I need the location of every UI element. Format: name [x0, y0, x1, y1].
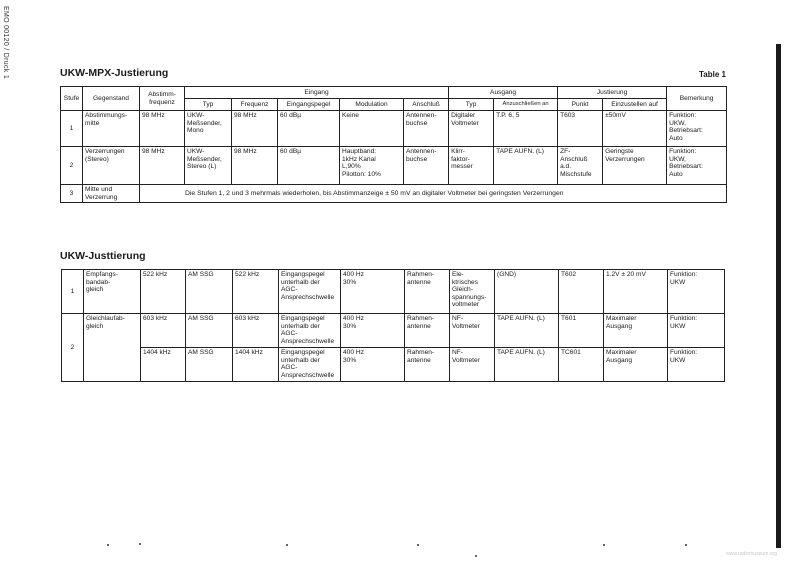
- table-cell-anschliessen: T.P. 6, 5: [494, 111, 558, 147]
- ukw-adjustment-table: [61, 269, 725, 382]
- table-cell-bemerkung: Funktion: UKW, Betriebsart: Auto: [667, 111, 727, 147]
- table-cell-punkt: TC601: [559, 348, 604, 382]
- header-bemerkung: Bemerkung: [667, 87, 727, 111]
- table-cell-anschluss: Antennen- buchse: [404, 147, 449, 185]
- table-cell-stufe: 2: [62, 314, 84, 382]
- table-cell-stufe: 1: [61, 111, 83, 147]
- table-cell-anschliessen: TAPE AUFN. (L): [495, 348, 559, 382]
- header-justierung: Justierung: [558, 87, 667, 99]
- scan-dot: [475, 555, 477, 557]
- header-gegenstand: Gegenstand: [83, 87, 140, 111]
- table-cell-stufe: 3: [61, 185, 83, 203]
- table-cell-punkt: T602: [559, 270, 604, 314]
- table-cell-typ: AM SSG: [186, 270, 233, 314]
- table-cell-modulation: Keine: [340, 111, 404, 147]
- table-cell-anschliessen: TAPE AUFN. (L): [494, 147, 558, 185]
- document-reference: EMO 00120 / Druck 1: [2, 6, 9, 80]
- table-cell-typ: UKW- Meßsender, Stereo (L): [185, 147, 232, 185]
- table-cell-punkt: ZF- Anschluß a.d. Mischstufe: [558, 147, 603, 185]
- table-cell-modulation: 400 Hz 30%: [341, 348, 405, 382]
- header-typ: Typ: [185, 99, 232, 111]
- table-cell-pegel: 60 dBµ: [278, 111, 340, 147]
- table-cell-modulation: 400 Hz 30%: [341, 270, 405, 314]
- table-cell-abstimm: 1404 kHz: [141, 348, 186, 382]
- header-abstimmfrequenz: Abstimm- frequenz: [140, 87, 185, 111]
- table-cell-anschliessen: TAPE AUFN. (L): [495, 314, 559, 348]
- section-title-mpx: UKW-MPX-Justierung: [60, 67, 169, 79]
- table-cell-gegenstand: Gleichlaufab- gleich: [84, 314, 141, 382]
- scan-dot: [286, 544, 288, 546]
- table-cell-anschluss: Antennen- buchse: [404, 111, 449, 147]
- table-label: Table 1: [699, 70, 726, 79]
- table-cell-typ: UKW- Meßsender, Mono: [185, 111, 232, 147]
- header-stufe: Stufe: [61, 87, 83, 111]
- table-cell-abstimm: 603 kHz: [141, 314, 186, 348]
- table-cell-gegenstand: Empfangs- bandab- gleich: [84, 270, 141, 314]
- header-ausgang-typ: Typ: [449, 99, 494, 111]
- table-cell-abstimm: 98 MHz: [140, 147, 185, 185]
- table-cell-ausgang-typ: NF- Voltmeter: [450, 314, 495, 348]
- table-cell-gegenstand: Mitte und Verzerrung: [83, 185, 140, 203]
- table-cell-frequenz: 98 MHz: [232, 147, 278, 185]
- scan-dot: [107, 544, 109, 546]
- table-cell-ausgang-typ: Ele- ktrisches Gleich- spannungs- voltmeter: [450, 270, 495, 314]
- table-cell-modulation: 400 Hz 30%: [341, 314, 405, 348]
- header-punkt: Punkt: [558, 99, 603, 111]
- table-cell-frequenz: 98 MHz: [232, 111, 278, 147]
- table-cell-typ: AM SSG: [186, 314, 233, 348]
- mpx-adjustment-table: [60, 86, 727, 203]
- table-cell-stufe: 1: [62, 270, 84, 314]
- header-frequenz: Frequenz: [232, 99, 278, 111]
- table-cell-abstimm: 522 kHz: [141, 270, 186, 314]
- table-cell-bemerkung: Funktion: UKW: [668, 270, 725, 314]
- header-ausgang: Ausgang: [449, 87, 558, 99]
- header-anschluss: Anschluß: [404, 99, 449, 111]
- table-cell-anschluss: Rahmen- antenne: [405, 270, 450, 314]
- table-cell-anschluss: Rahmen- antenne: [405, 314, 450, 348]
- table-cell-punkt: T601: [559, 314, 604, 348]
- table-cell-modulation: Hauptband: 1kHz Kanal L,90% Pilotton: 10%: [340, 147, 404, 185]
- binding-edge-bar: [776, 44, 781, 548]
- table-row: [61, 147, 727, 185]
- header-anzuschliessen: Anzuschließen an: [494, 99, 558, 111]
- table-row: [62, 270, 725, 314]
- table-cell-frequenz: 522 kHz: [233, 270, 279, 314]
- watermark: www.radiomuseum.org: [726, 551, 777, 557]
- table-cell-typ: AM SSG: [186, 348, 233, 382]
- table-row: [62, 348, 725, 382]
- repeat-instruction: Die Stufen 1, 2 und 3 mehrmals wiederholen, bis Abstimmanzeige ± 50 mV an digitaler Voltmeter bei geringsten Verzerrungen: [140, 185, 727, 203]
- table-cell-einstellen: Geringste Verzerrungen: [603, 147, 667, 185]
- header-eingang: Eingang: [185, 87, 449, 99]
- table-cell-pegel: 60 dBµ: [278, 147, 340, 185]
- table-cell-gegenstand: Abstimmungs- mitte: [83, 111, 140, 147]
- table-cell-anschliessen: (GND): [495, 270, 559, 314]
- table-cell-pegel: Eingangspegel unterhalb der AGC- Ansprechschwelle: [279, 348, 341, 382]
- table-cell-einstellen: Maximaler Ausgang: [604, 348, 668, 382]
- table-cell-einstellen: ±50mV: [603, 111, 667, 147]
- table-cell-stufe: 2: [61, 147, 83, 185]
- table-cell-anschluss: Rahmen- antenne: [405, 348, 450, 382]
- table-cell-ausgang-typ: NF- Voltmeter: [450, 348, 495, 382]
- header-eingangspegel: Eingangspegel: [278, 99, 340, 111]
- scan-dot: [417, 544, 419, 546]
- table-cell-einstellen: 1.2V ± 20 mV: [604, 270, 668, 314]
- table-cell-pegel: Eingangspegel unterhalb der AGC- Ansprechschwelle: [279, 270, 341, 314]
- table-cell-frequenz: 603 kHz: [233, 314, 279, 348]
- table-cell-punkt: T603: [558, 111, 603, 147]
- table-row: [62, 314, 725, 348]
- table-cell-abstimm: 98 MHz: [140, 111, 185, 147]
- header-modulation: Modulation: [340, 99, 404, 111]
- table-cell-einstellen: Maximaler Ausgang: [604, 314, 668, 348]
- table-row: [61, 111, 727, 147]
- scan-dot: [603, 544, 605, 546]
- header-einzustellen: Einzustellen auf: [603, 99, 667, 111]
- table-cell-pegel: Eingangspegel unterhalb der AGC- Ansprechschwelle: [279, 314, 341, 348]
- section-title-ukw: UKW-Justtierung: [60, 250, 146, 262]
- table-cell-bemerkung: Funktion: UKW, Betriebsart: Auto: [667, 147, 727, 185]
- table-cell-ausgang-typ: Klirr- faktor- messer: [449, 147, 494, 185]
- scan-dot: [685, 544, 687, 546]
- scan-dot: [139, 543, 141, 545]
- table-cell-frequenz: 1404 kHz: [233, 348, 279, 382]
- table-cell-gegenstand: Verzerrungen (Stereo): [83, 147, 140, 185]
- table-cell-bemerkung: Funktion: UKW: [668, 314, 725, 348]
- table-cell-bemerkung: Funktion: UKW: [668, 348, 725, 382]
- table-cell-ausgang-typ: Digitaler Voltmeter: [449, 111, 494, 147]
